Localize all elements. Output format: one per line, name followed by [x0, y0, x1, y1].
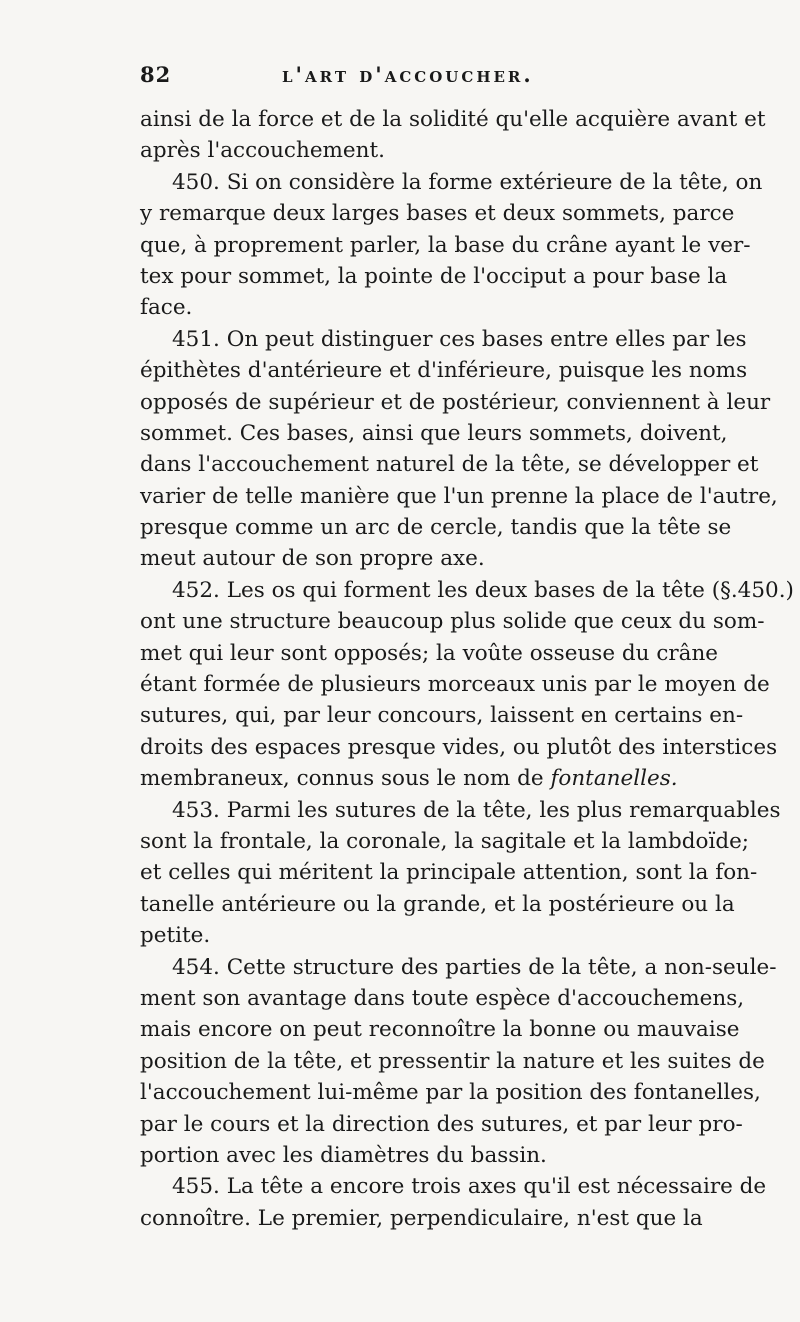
text-line [140, 1171, 767, 1202]
text-line-content: étant formée de plusieurs morceaux unis par le moyen de [140, 672, 770, 698]
text-line [140, 1203, 703, 1234]
text-line [140, 606, 765, 637]
text-line-content: opposés de supérieur et de postérieur, conviennent à leur [140, 389, 771, 415]
text-line-content: sutures, qui, par leur concours, laissent en certains en- [140, 703, 744, 729]
text-line [140, 355, 748, 386]
text-line [140, 920, 700, 951]
text-line-content: y remarque deux larges bases et deux sommets, parce [140, 201, 735, 227]
text-line-content: ont une structure beaucoup plus solide que ceux du som- [140, 609, 765, 635]
text-line [140, 1014, 740, 1045]
italic-term: fontanelles. [550, 766, 678, 792]
text-line-content: met qui leur sont opposés; la voûte osseuse du crâne [140, 640, 719, 666]
text-line [140, 135, 700, 166]
text-line [140, 1046, 765, 1077]
text-line-content: 451. On peut distinguer ces bases entre elles par les [172, 326, 747, 352]
text-line-content: mais encore on peut reconnoître la bonne ou mauvaise [140, 1017, 740, 1043]
text-line-content: 452. Les os qui forment les deux bases de la tête (§.450.) [172, 577, 794, 603]
text-line-content: meut autour de son propre axe. [140, 546, 485, 572]
text-line-content: après l'accouchement. [140, 138, 385, 164]
text-line [140, 418, 728, 449]
text-line [140, 700, 744, 731]
text-line-content: position de la tête, et pressentir la nature et les suites de [140, 1048, 765, 1074]
text-line [140, 575, 794, 606]
text-line-content: tex pour sommet, la pointe de l'occiput a pour base la [140, 263, 728, 289]
text-line-content: dans l'accouchement naturel de la tête, se développer et [140, 452, 759, 478]
text-line [140, 732, 778, 763]
text-line-content: 453. Parmi les sutures de la tête, les plus remarquables [172, 797, 781, 823]
text-line [140, 1109, 743, 1140]
text-line-content: sommet. Ces bases, ainsi que leurs sommets, doivent, [140, 420, 728, 446]
text-line-content: ment son avantage dans toute espèce d'accouchemens, [140, 985, 745, 1011]
text-line [140, 104, 766, 135]
text-line-content: portion avec les diamètres du bassin. [140, 1142, 547, 1168]
text-line [140, 952, 777, 983]
text-line [140, 669, 770, 700]
text-line-content: sont la frontale, la coronale, la sagitale et la lambdoïde; [140, 828, 750, 854]
text-line [140, 481, 778, 512]
text-line-content: ainsi de la force et de la solidité qu'elle acquière avant et [140, 107, 766, 132]
text-line-content: épithètes d'antérieure et d'inférieure, puisque les noms [140, 358, 748, 384]
text-line [140, 763, 700, 794]
page-header [140, 62, 700, 98]
text-line-content: et celles qui méritent la principale attention, sont la fon- [140, 860, 758, 886]
text-line-content: tanelle antérieure ou la grande, et la postérieure ou la [140, 891, 735, 917]
text-line [140, 198, 735, 229]
text-line [140, 983, 745, 1014]
text-line-content: varier de telle manière que l'un prenne la place de l'autre, [140, 483, 778, 509]
text-line [140, 167, 763, 198]
text-line [140, 543, 700, 574]
text-line [140, 889, 735, 920]
text-line [140, 512, 732, 543]
text-line [140, 1077, 761, 1108]
text-line [140, 292, 700, 323]
text-line [140, 795, 781, 826]
text-line-content: face. [140, 295, 193, 321]
text-line-content: presque comme un arc de cercle, tandis que la tête se [140, 515, 732, 541]
text-line-content: 455. La tête a encore trois axes qu'il est nécessaire de [172, 1174, 767, 1200]
text-line-content: petite. [140, 923, 211, 949]
text-line [140, 449, 759, 480]
text-line [140, 857, 758, 888]
text-line-content: 450. Si on considère la forme extérieure de la tête, on [172, 169, 763, 195]
text-line-content: que, à proprement parler, la base du crâne ayant le ver- [140, 232, 751, 258]
text-line-content: par le cours et la direction des sutures, et par leur pro- [140, 1111, 743, 1137]
text-line [140, 324, 747, 355]
text-line [140, 1140, 700, 1171]
text-line [140, 638, 719, 669]
page-number: 82 [140, 62, 172, 87]
text-line [140, 230, 751, 261]
text-line-content: membraneux, connus sous le nom de [140, 766, 544, 792]
text-line-content: droits des espaces presque vides, ou plutôt des interstices [140, 734, 778, 760]
running-title: l'art d'accoucher. [282, 62, 534, 87]
text-line [140, 826, 750, 857]
text-line-content: connoître. Le premier, perpendiculaire, n'est que la [140, 1205, 703, 1231]
text-line-content: 454. Cette structure des parties de la tête, a non-seule- [172, 954, 777, 980]
text-line-content: l'accouchement lui-même par la position des fontanelles, [140, 1080, 761, 1106]
text-line [140, 261, 728, 292]
text-line [140, 387, 771, 418]
body-text [140, 104, 794, 1234]
